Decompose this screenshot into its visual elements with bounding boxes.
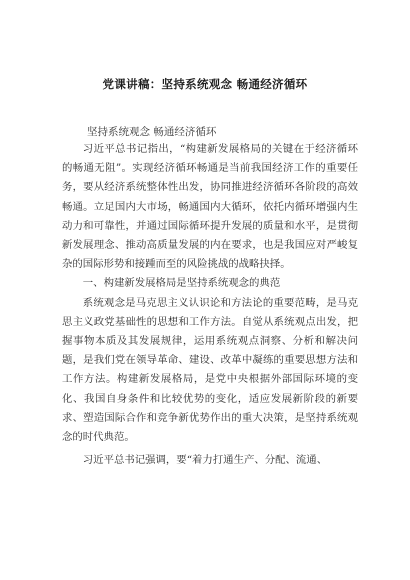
document-body: [62, 140, 358, 470]
document-subtitle: 坚持系统观念 畅通经济循环: [87, 126, 217, 138]
paragraph-quote-start: 习近平总书记强调，要“着力打通生产、分配、流通、: [82, 454, 328, 467]
document-title: 党课讲稿：坚持系统观念 畅通经济循环: [102, 77, 308, 91]
paragraph-system-concept: 系统观念是马克思主义认识论和方法论的重要范畴，是马克思主义政党基础性的思想和工作方法。自觉从系统观点出发，把握事物本质及其发展规律，运用系统观点洞察、分析和解决问题，是我们党在领导革命、建设、改革中凝练的重要思想方法和工作方法。构建新发展格局，是党中央根据外部国际环境的变化、我国自身条件和比较优势的变化，适应发展新阶段的新要求、塑造国际合作和竞争新优势作出的重大决策，是坚持系统观念的时代典范。: [62, 296, 358, 444]
paragraph-intro: 习近平总书记指出，“构建新发展格局的关键在于经济循环的畅通无阻”。实现经济循环畅通是当前我国经济工作的重要任务，要从经济系统整体性出发，协同推进经济循环各阶段的高效畅通。立足国内大市场，畅通国内大循环，依托内循环增强内生动力和可靠性，并通过国际循环提升发展的质量和水平，是贯彻新发展理念、推动高质量发展的内在要求，也是我国应对严峻复杂的国际形势和接踵而至的风险挑战的战略抉择。: [62, 143, 358, 271]
section-heading: 一、构建新发展格局是坚持系统观念的典范: [82, 277, 281, 290]
